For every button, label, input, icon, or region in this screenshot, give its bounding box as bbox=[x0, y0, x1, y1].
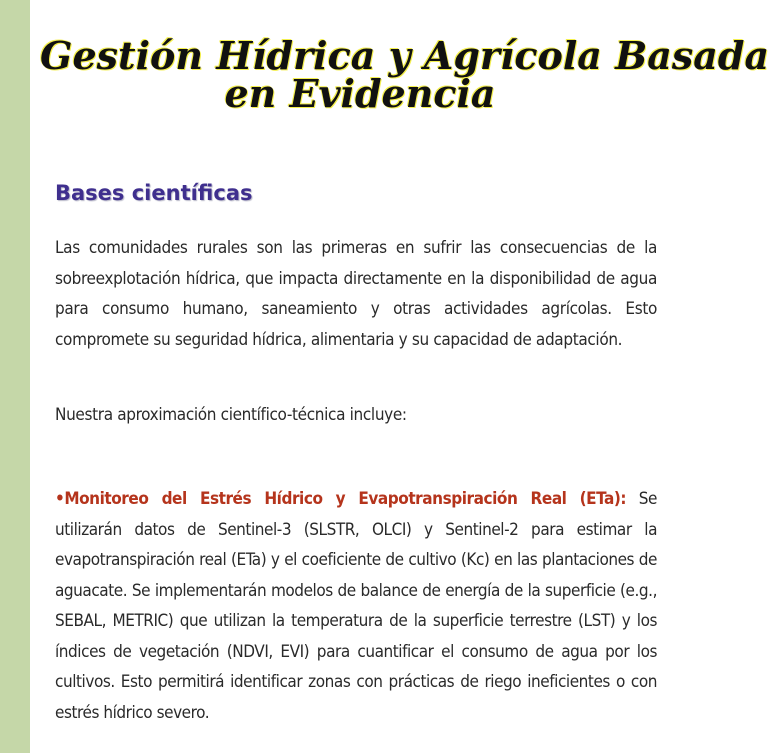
list-item-monitoring bbox=[55, 484, 657, 728]
list-item-body: Se utilizarán datos de Sentinel-3 (SLSTR, OLCI) y Sentinel-2 para estimar la evapotranspiración real (ETa) y el coeficiente de cultivo (Kc) en las plantaciones de aguacate. Se implementarán modelos de balance de energía de la superficie (e.g., SEBAL, METRIC) que utilizan la temperatura de la superficie terrestre (LST) y los índices de vegetación (NDVI, EVI) para cuantificar el consumo de agua por los cultivos. Esto permitirá identificar zonas con prácticas de riego ineficientes o con estrés hídrico severo. bbox=[55, 489, 657, 723]
left-color-band bbox=[0, 0, 30, 753]
paragraph-approach: Nuestra aproximación científico-técnica incluye: bbox=[55, 405, 407, 425]
section-heading: Bases científicas bbox=[55, 181, 253, 205]
paragraph-intro: Las comunidades rurales son las primeras en sufrir las consecuencias de la sobreexplotación hídrica, que impacta directamente en la disponibilidad de agua para consumo humano, saneamiento y otras actividades agrícolas. Esto compromete su seguridad hídrica, alimentaria y su capacidad de adaptación. bbox=[55, 238, 657, 350]
title-line-1: Gestión Hídrica y Agrícola Basada bbox=[40, 33, 769, 79]
title-line-2: en Evidencia bbox=[224, 71, 496, 117]
list-item-lead: •Monitoreo del Estrés Hídrico y Evapotranspiración Real (ETa): bbox=[55, 489, 627, 509]
page-title bbox=[40, 33, 769, 117]
